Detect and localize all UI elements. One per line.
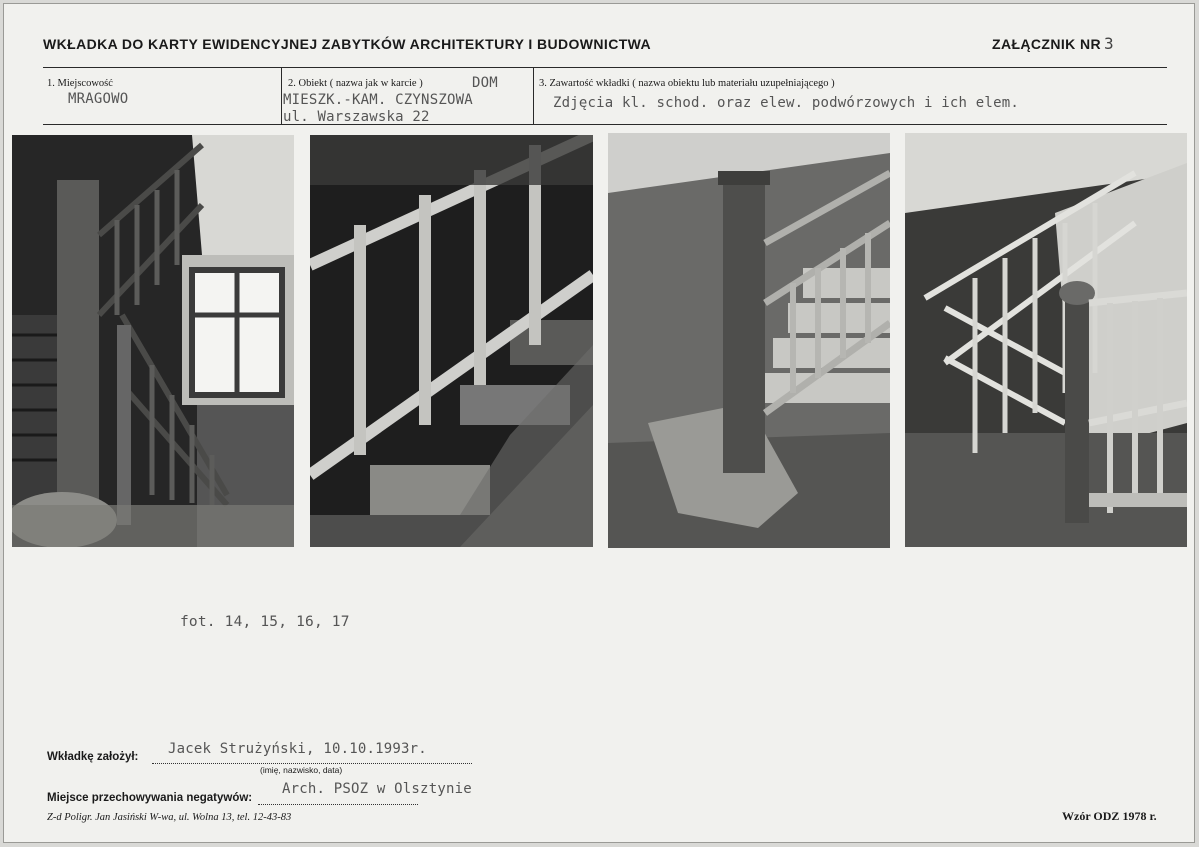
object-value-line2: MIESZK.-KAM. CZYNSZOWA [283, 92, 473, 108]
column-divider-1 [281, 67, 282, 125]
object-label: 2. Obiekt ( nazwa jak w karcie ) [288, 78, 423, 89]
annex-label-text: ZAŁĄCZNIK NR [992, 36, 1102, 52]
annex-label [992, 34, 1114, 53]
column-divider-2 [533, 67, 534, 125]
contents-value: Zdjęcia kl. schod. oraz elew. podwórzowych i ich elem. [553, 95, 1019, 111]
annex-number: 3 [1104, 34, 1115, 53]
form-title: WKŁADKA DO KARTY EWIDENCYJNEJ ZABYTKÓW ARCHITEKTURY I BUDOWNICTWA [43, 36, 652, 52]
founder-dotted-line [152, 762, 472, 764]
locality-value: MRAGOWO [68, 91, 129, 107]
table-bottom-rule [43, 124, 1167, 125]
storage-value: Arch. PSOZ w Olsztynie [282, 781, 472, 797]
storage-dotted-line [258, 803, 418, 805]
founder-hint: (imię, nazwisko, data) [260, 765, 343, 775]
photo-17 [905, 133, 1187, 547]
founder-value: Jacek Strużyński, 10.10.1993r. [168, 741, 427, 757]
founder-label: Wkładkę założył: [47, 751, 139, 763]
table-top-rule [43, 67, 1167, 68]
object-value-line3: ul. Warszawska 22 [283, 109, 430, 125]
photo-16 [608, 133, 890, 548]
storage-label: Miejsce przechowywania negatywów: [47, 792, 253, 804]
photo-15 [310, 135, 593, 547]
printer-info: Z-d Poligr. Jan Jasiński W-wa, ul. Wolna 13, tel. 12-43-83 [47, 812, 292, 823]
contents-label: 3. Zawartość wkładki ( nazwa obiektu lub materiału uzupełniającego ) [539, 78, 835, 89]
photo-caption: fot. 14, 15, 16, 17 [180, 614, 350, 630]
photo-14 [12, 135, 294, 547]
object-value-line1: DOM [472, 75, 498, 91]
locality-label: 1. Miejscowość [47, 78, 113, 89]
form-pattern: Wzór ODZ 1978 r. [1062, 809, 1157, 823]
